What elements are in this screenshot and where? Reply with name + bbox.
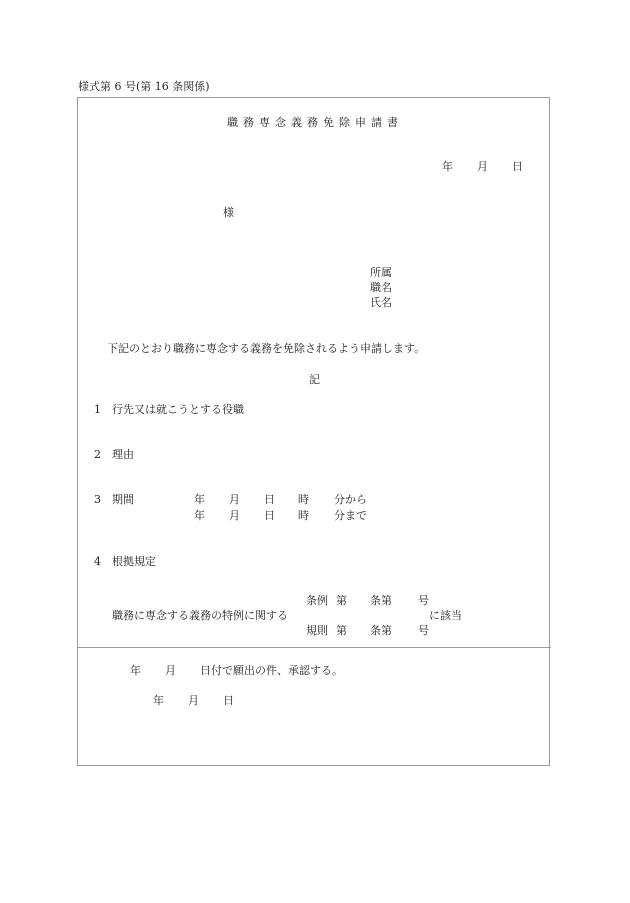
to-day: 日 bbox=[264, 509, 275, 522]
regulation-type: 規則 bbox=[306, 624, 328, 637]
item-2-number: 2 bbox=[94, 448, 101, 461]
form-number: 様式第 6 号(第 16 条関係) bbox=[78, 80, 210, 93]
addressee-suffix: 様 bbox=[223, 206, 234, 219]
request-statement: 下記のとおり職務に専念する義務を免除されるよう申請します。 bbox=[107, 342, 426, 355]
position-label: 職名 bbox=[370, 281, 392, 294]
from-year: 年 bbox=[194, 493, 205, 506]
document-title: 職務専念義務免除申請書 bbox=[227, 116, 403, 129]
to-month: 月 bbox=[229, 509, 240, 522]
date-day-label: 日 bbox=[512, 160, 523, 173]
approval-divider bbox=[77, 647, 551, 648]
from-minute: 分から bbox=[334, 493, 367, 506]
to-year: 年 bbox=[194, 509, 205, 522]
from-hour: 時 bbox=[298, 493, 309, 506]
item-1-number: 1 bbox=[94, 403, 101, 416]
approval-date-month: 月 bbox=[188, 694, 199, 707]
ordinance-type: 条例 bbox=[306, 594, 328, 607]
regulation-go: 号 bbox=[418, 624, 429, 637]
basis-text: 職務に専念する義務の特例に関する bbox=[112, 609, 288, 622]
applies-text: に該当 bbox=[429, 609, 462, 622]
approval-date-day: 日 bbox=[223, 694, 234, 707]
item-2-label: 理由 bbox=[112, 448, 134, 461]
to-minute: 分まで bbox=[334, 509, 367, 522]
item-3-number: 3 bbox=[94, 493, 101, 506]
item-4-number: 4 bbox=[94, 555, 101, 568]
name-label: 氏名 bbox=[370, 296, 392, 309]
from-day: 日 bbox=[264, 493, 275, 506]
item-3-label: 期間 bbox=[112, 493, 134, 506]
ordinance-dai: 第 bbox=[336, 594, 347, 607]
from-month: 月 bbox=[229, 493, 240, 506]
ordinance-article: 条第 bbox=[370, 594, 392, 607]
approval-text: 日付で願出の件、承認する。 bbox=[200, 664, 343, 677]
date-year-label: 年 bbox=[442, 160, 453, 173]
item-4-label: 根拠規定 bbox=[112, 555, 156, 568]
ki-heading: 記 bbox=[309, 373, 320, 386]
date-month-label: 月 bbox=[477, 160, 488, 173]
affiliation-label: 所属 bbox=[370, 266, 392, 279]
item-1-label: 行先又は就こうとする役職 bbox=[112, 403, 244, 416]
regulation-article: 条第 bbox=[370, 624, 392, 637]
to-hour: 時 bbox=[298, 509, 309, 522]
regulation-dai: 第 bbox=[336, 624, 347, 637]
ordinance-go: 号 bbox=[418, 594, 429, 607]
approval-date-year: 年 bbox=[153, 694, 164, 707]
approval-year: 年 bbox=[130, 664, 141, 677]
approval-month: 月 bbox=[165, 664, 176, 677]
